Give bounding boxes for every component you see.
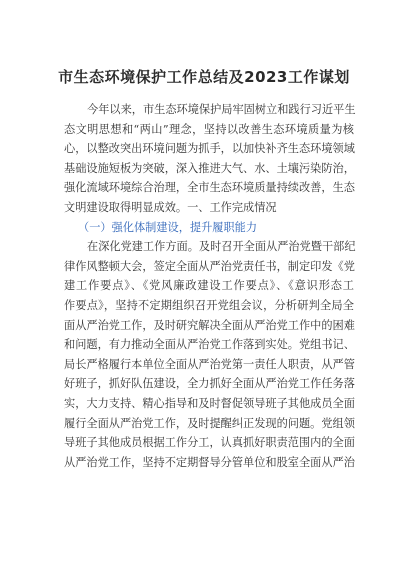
document-title: 市生态环境保护工作总结及2023工作谋划: [58, 68, 350, 86]
section-line: 实，大力支持、精心指导和及时督促领导班子其他成员全面: [64, 396, 355, 410]
intro-line: 强化流域环境综合治理，全市生态环境质量持续改善，生态: [64, 181, 355, 195]
section-line: 局长严格履行本单位全面从严治党第一责任人职责，从严管: [64, 357, 355, 371]
document-body: [64, 100, 354, 472]
intro-line: 心，以整改突出环境问题为抓手，以加快补齐生态环境领域: [64, 142, 355, 156]
section-line: 和问题，有力推动全面从严治党工作落到实处。党组书记、: [64, 338, 355, 352]
section-line: 作要点》，坚持不定期组织召开党组会议，分析研判全局全: [64, 298, 354, 312]
intro-line: 态文明思想和“两山”理念，坚持以改善生态环境质量为核: [64, 122, 354, 136]
section-line: 律作风整顿大会，签定全面从严治党责任书，制定印发《党: [64, 259, 355, 273]
intro-line: 基础设施短板为突破，深入推进大气、水、土壤污染防治，: [64, 161, 355, 175]
intro-line: 今年以来，市生态环境保护局牢固树立和践行习近平生: [87, 103, 356, 116]
section-heading: （一）强化体制建设，提升履职能力: [78, 220, 258, 234]
section-line: 面从严治党工作，及时研究解决全面从严治党工作中的困难: [64, 318, 355, 332]
section-line: 在深化党建工作方面。及时召开全面从严治党暨干部纪: [87, 240, 356, 254]
section-line: 从严治党工作，坚持不定期督导分管单位和股室全面从严治: [64, 455, 355, 469]
section-line: 导班子其他成员根据工作分工，认真抓好职责范围内的全面: [64, 436, 355, 450]
intro-line: 文明建设取得明显成效。一、工作完成情况: [64, 200, 277, 214]
section-line: 好班子，抓好队伍建设，全力抓好全面从严治党工作任务落: [64, 377, 355, 391]
section-line: 履行全面从严治党工作，及时提醒纠正发现的问题。党组领: [64, 416, 355, 430]
section-line: 建工作要点》、《党风廉政建设工作要点》、《意识形态工: [64, 279, 354, 293]
